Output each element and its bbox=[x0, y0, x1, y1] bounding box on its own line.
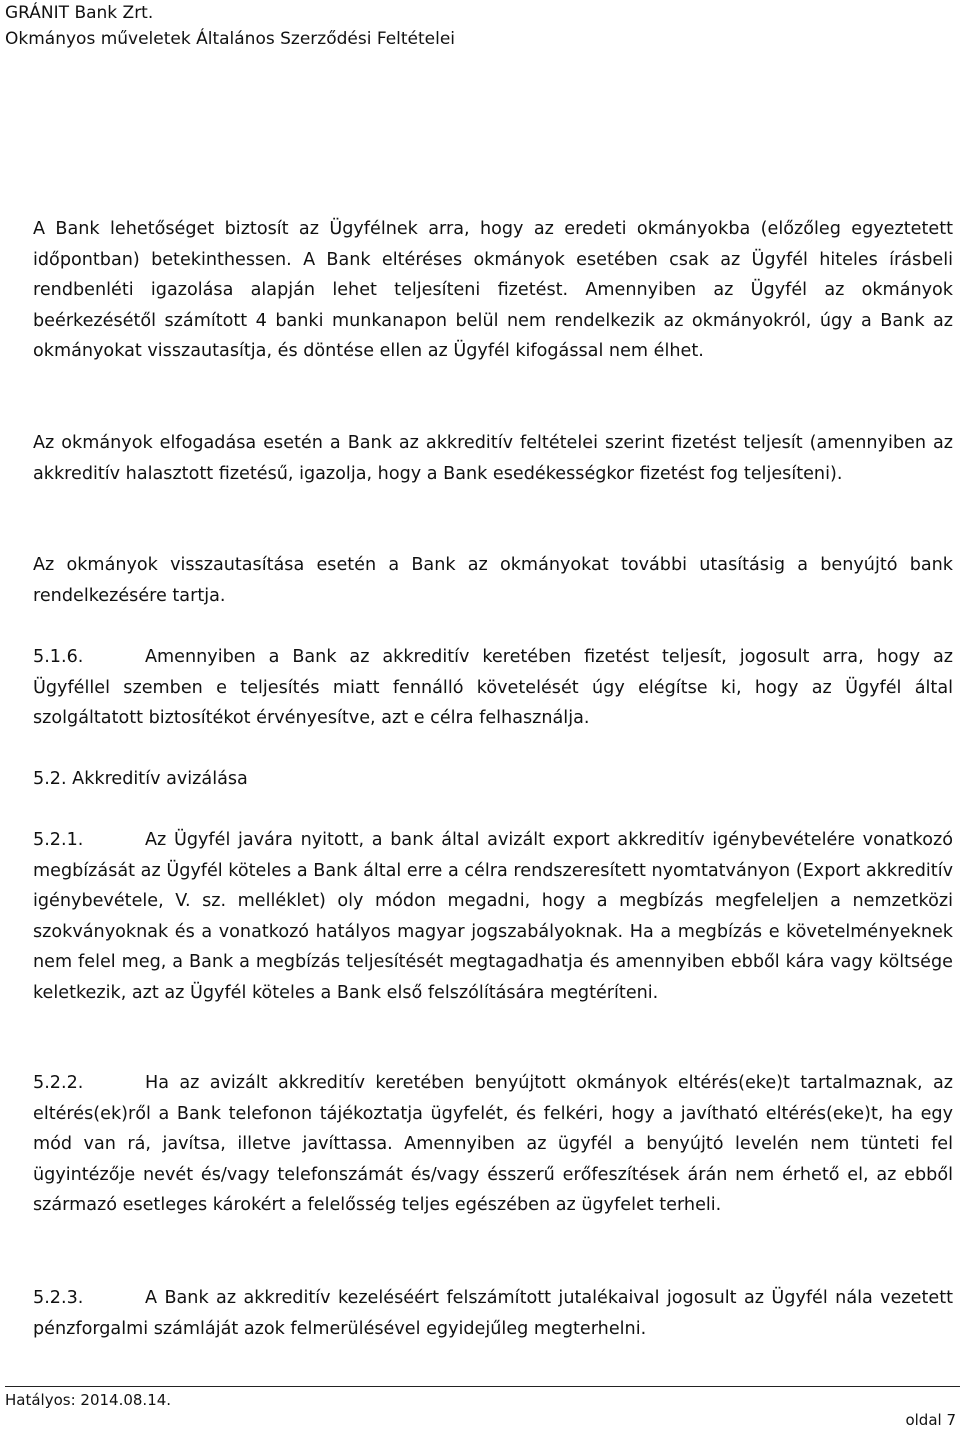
section-heading-5-2 bbox=[33, 764, 248, 795]
section-text: Az Ügyfél javára nyitott, a bank által avizált export akkreditív igénybevételére vonatkozó megbízását az Ügyfél köteles a Bank által erre a célra rendszeresített nyomtatványon (Export akkreditív igénybevétele, V. sz. melléklet) oly módon megadni, hogy a megbízás megfeleljen a nemzetközi szokványoknak és a vonatkozó hatályos magyar jogszabályoknak. Ha a megbízás e követelményeknek nem felel meg, a Bank a megbízás teljesítését megtagadhatja és amennyiben ebből kára vagy költsége keletkezik, azt az Ügyfél köteles a Bank első felszólítására megtéríteni. bbox=[33, 830, 953, 1003]
section-number: 5.2.1. bbox=[33, 830, 84, 850]
section-5-2-1 bbox=[33, 825, 953, 1008]
section-text: Ha az avizált akkreditív keretében benyújtott okmányok eltérés(eke)t tartalmaznak, az eltérés(ek)ről a Bank telefonon tájékoztatja ügyfelét, és felkéri, hogy a javítható eltérés(eke)t, ha egy mód van rá, javítsa, illetve javíttassa. Amennyiben az ügyfél a benyújtó levelén nem tünteti fel ügyintézője nevét és/vagy telefonszámát és/vagy ésszerű erőfeszítések árán nem érhető el, az ebből származó esetleges károkért a felelősség teljes egészében az ügyfelet terheli. bbox=[33, 1073, 953, 1215]
page-header bbox=[5, 0, 455, 52]
section-number: 5.2. bbox=[33, 769, 67, 789]
paragraph: A Bank lehetőséget biztosít az Ügyfélnek arra, hogy az eredeti okmányokba (előzőleg egyeztetett időpontban) betekinthessen. A Bank eltéréses okmányok esetében csak az Ügyfél hiteles írásbeli rendbenléti igazolása alapján lehet teljesíteni fizetést. Amennyiben az Ügyfél az okmányok beérkezésétől számított 4 banki munkanapon belül nem rendelkezik az okmányokról, úgy a Bank az okmányokat visszautasítja, és döntése ellen az Ügyfél kifogással nem élhet. bbox=[33, 219, 953, 361]
section-heading-text: Akkreditív avizálása bbox=[72, 769, 248, 789]
section-5-2-3 bbox=[33, 1283, 953, 1344]
effective-date: Hatályos: 2014.08.14. bbox=[5, 1391, 172, 1409]
section-5-1-6 bbox=[33, 642, 953, 734]
paragraph: Az okmányok elfogadása esetén a Bank az akkreditív feltételei szerint fizetést teljesít (amennyiben az akkreditív halasztott fizetésű, igazolja, hogy a Bank esedékességkor fizetést fog teljesíteni). bbox=[33, 433, 953, 484]
section-number: 5.1.6. bbox=[33, 647, 84, 667]
section-5-2-2 bbox=[33, 1068, 953, 1221]
page-number: oldal 7 bbox=[905, 1411, 956, 1429]
footer-divider bbox=[5, 1386, 960, 1387]
document-title: Okmányos műveletek Általános Szerződési Feltételei bbox=[5, 29, 456, 49]
section-text: A Bank az akkreditív kezeléséért felszámított jutalékaival jogosult az Ügyfél nála vezetett pénzforgalmi számláját azok felmerülésével egyidejűleg megterhelni. bbox=[33, 1288, 953, 1339]
paragraph: Az okmányok visszautasítása esetén a Bank az okmányokat további utasításig a benyújtó bank rendelkezésére tartja. bbox=[33, 555, 953, 606]
section-number: 5.2.2. bbox=[33, 1073, 84, 1093]
section-number: 5.2.3. bbox=[33, 1288, 84, 1308]
bank-name: GRÁNIT Bank Zrt. bbox=[5, 3, 154, 23]
section-text: Amennyiben a Bank az akkreditív keretében fizetést teljesít, jogosult arra, hogy az Ügyféllel szemben e teljesítés miatt fennálló követelését úgy elégítse ki, hogy az Ügyfél által szolgáltatott biztosítékot érvényesítve, azt e célra felhasználja. bbox=[33, 647, 953, 728]
